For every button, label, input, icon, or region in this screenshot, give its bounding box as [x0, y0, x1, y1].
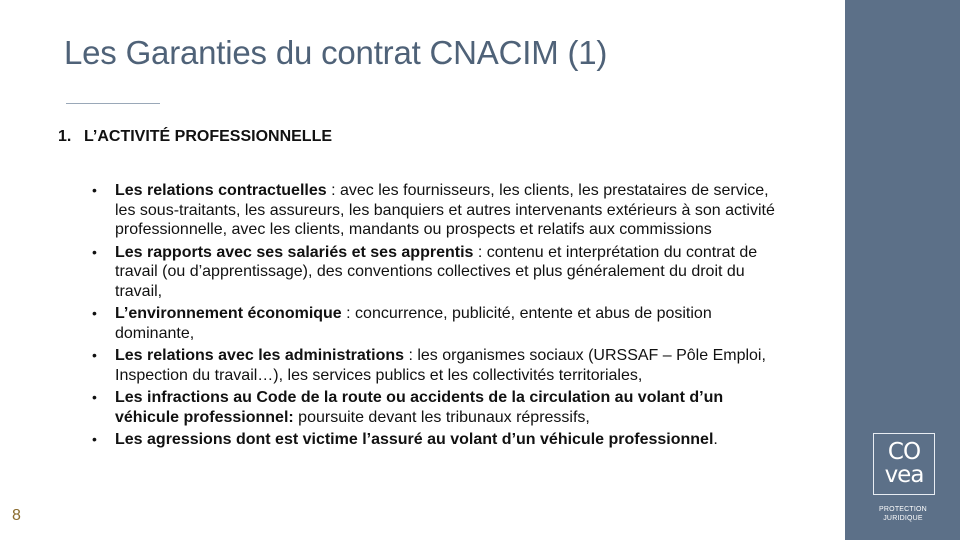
slide-title: Les Garanties du contrat CNACIM (1) — [64, 34, 608, 71]
title-underline — [66, 103, 160, 104]
bullet-bold-text: Les infractions au Code de la route ou accidents de la circulation au volant d’un véhicule professionnel: — [115, 389, 724, 426]
bullet-dot-icon: • — [92, 347, 97, 363]
bullet-item — [92, 243, 782, 302]
bullet-text: poursuite devant les tribunaux répressifs, — [293, 408, 590, 426]
page-number: 8 — [12, 507, 21, 524]
bullet-item — [92, 181, 782, 240]
logo-caption-line1: PROTECTION — [879, 506, 927, 513]
bullet-dot-icon: • — [92, 431, 97, 447]
bullet-text: : les organismes sociaux (URSSAF – Pôle Emploi, Inspection du travail…), les services publics et les collectivités territoriales, — [115, 347, 766, 384]
logo-caption — [860, 505, 946, 523]
bullet-item — [92, 430, 782, 450]
bullet-item — [92, 304, 782, 343]
logo-caption-line2: JURIDIQUE — [883, 515, 923, 522]
bullet-dot-icon: • — [92, 305, 97, 321]
section-number: 1. — [58, 128, 72, 145]
logo-line-bottom: vea — [884, 462, 924, 488]
bullet-bold-text: Les relations contractuelles — [115, 182, 327, 199]
bullet-text: : contenu et interprétation du contrat de travail (ou d’apprentissage), des conventions collectives et plus généralement du droit du travail, — [115, 243, 758, 300]
bullet-bold-text: L’environnement économique — [115, 305, 342, 322]
bullet-bold-text: Les relations avec les administrations — [115, 347, 405, 364]
bullet-list — [92, 181, 782, 453]
bullet-dot-icon: • — [92, 389, 97, 405]
section-heading — [58, 128, 332, 146]
bullet-text: : avec les fournisseurs, les clients, les prestataires de service, les sous-traitants, les assureurs, les banquiers et autres intervenants extérieurs à son activité professionnelle, avec les clients, mandants ou prospects et relatifs aux commissions — [115, 182, 775, 238]
bullet-dot-icon: • — [92, 182, 97, 198]
logo-line-top: CO — [887, 439, 921, 465]
bullet-item — [92, 346, 782, 385]
covea-logo — [873, 433, 935, 495]
section-heading-text: L’ACTIVITÉ PROFESSIONNELLE — [84, 128, 333, 145]
bullet-text: : concurrence, publicité, entente et abus de position dominante, — [115, 305, 712, 342]
bullet-dot-icon: • — [92, 243, 97, 260]
bullet-text: . — [713, 431, 718, 448]
bullet-bold-text: Les agressions dont est victime l’assuré au volant d’un véhicule professionnel — [115, 431, 714, 448]
bullet-item — [92, 388, 782, 427]
bullet-bold-text: Les rapports avec ses salariés et ses apprentis — [115, 243, 474, 261]
